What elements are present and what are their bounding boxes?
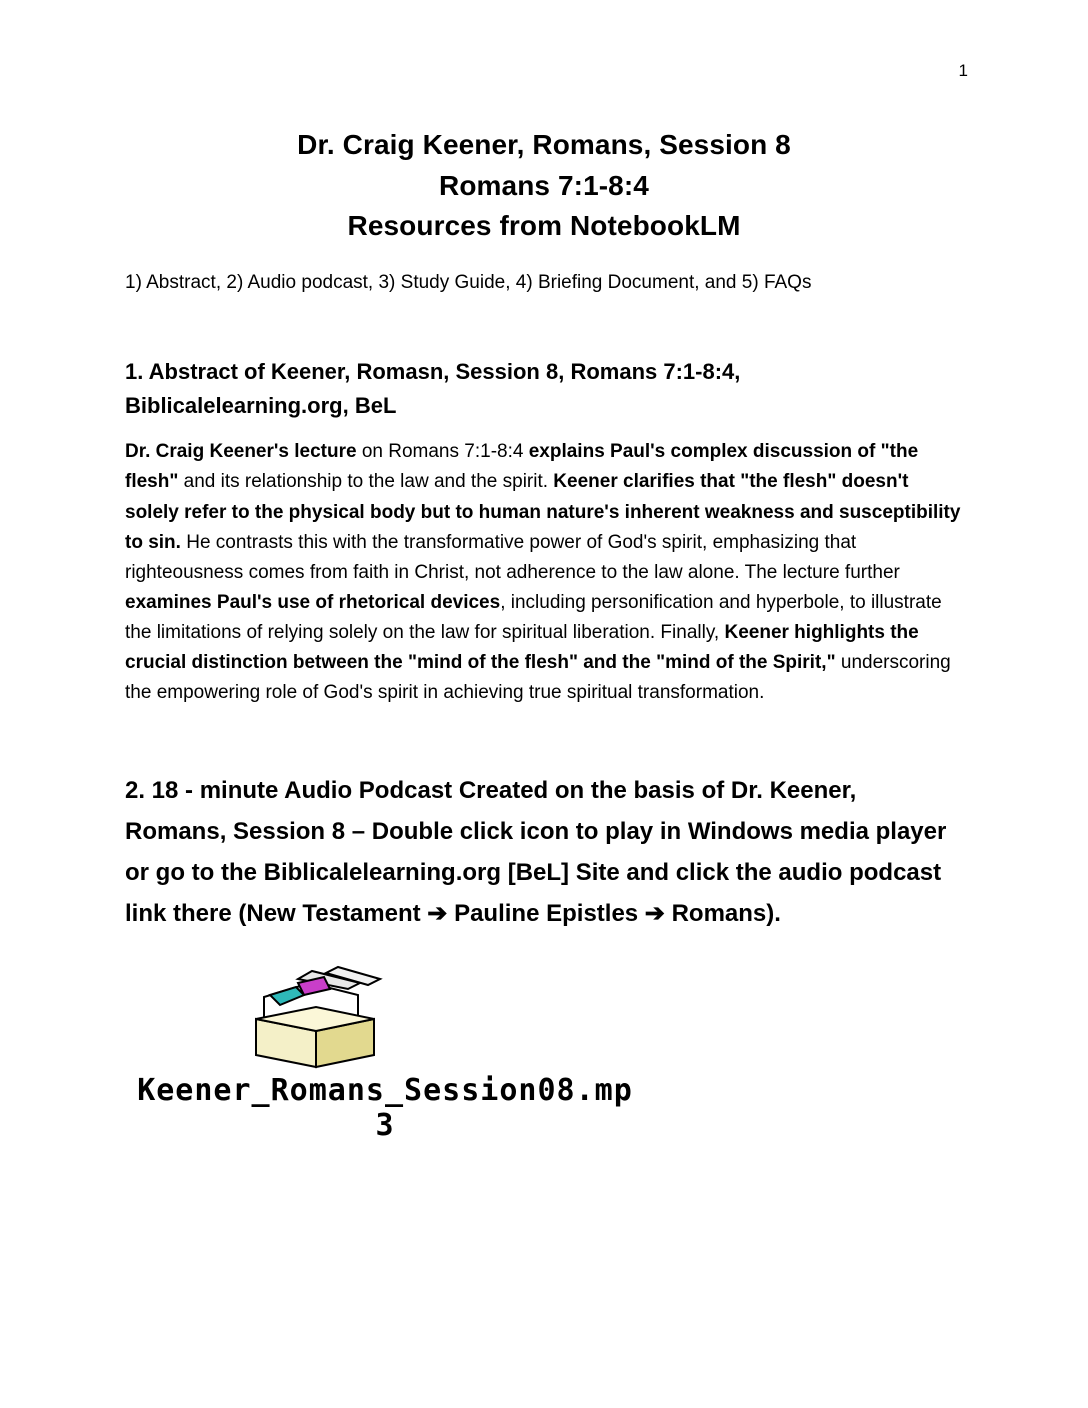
audio-attachment[interactable] — [125, 961, 963, 1144]
package-box-icon[interactable] — [135, 961, 495, 1073]
title-line-2: Romans 7:1-8:4 — [439, 169, 649, 201]
page-number: 1 — [958, 61, 968, 80]
title-line-3: Resources from NotebookLM — [347, 210, 741, 242]
document-subtitle: 1) Abstract, 2) Audio podcast, 3) Study Guide, 4) Briefing Document, and 5) FAQs — [125, 271, 812, 293]
attachment-filename: Keener_Romans_Session08.mp3 — [137, 1072, 633, 1144]
document-title — [125, 125, 963, 247]
section-1-heading: 1. Abstract of Keener, Romasn, Session 8, Romans 7:1-8:4, Biblicalelearning.org, BeL — [125, 359, 741, 419]
title-line-1: Dr. Craig Keener, Romans, Session 8 — [297, 129, 791, 160]
section-1-paragraph: Dr. Craig Keener's lecture on Romans 7:1-8:4 explains Paul's complex discussion of "the flesh" and its relationship to the law and the spirit. Keener clarifies that "the flesh" doesn't solely refer to the physical body but to human nature's inherent weakness and susceptibility to sin. He contrasts this with the transformative power of God's spirit, emphasizing that righteousness comes from faith in Christ, not adherence to the law alone. The lecture further examines Paul's use of rhetorical devices, including personification and hyperbole, to illustrate the limitations of relying solely on the law for spiritual liberation. Finally, Keener highlights the crucial distinction between the "mind of the flesh" and the "mind of the Spirit," underscoring the empowering role of God's spirit in achieving true spiritual transformation. — [125, 441, 961, 703]
section-2-heading: 2. 18 - minute Audio Podcast Created on the basis of Dr. Keener, Romans, Session 8 – Double click icon to play in Windows media player or go to the Biblicalelearning.org [BeL] Site and click the audio podcast link there (New Testament ➔ Pauline Epistles ➔ Romans). — [125, 776, 947, 928]
document-content — [125, 125, 963, 1143]
